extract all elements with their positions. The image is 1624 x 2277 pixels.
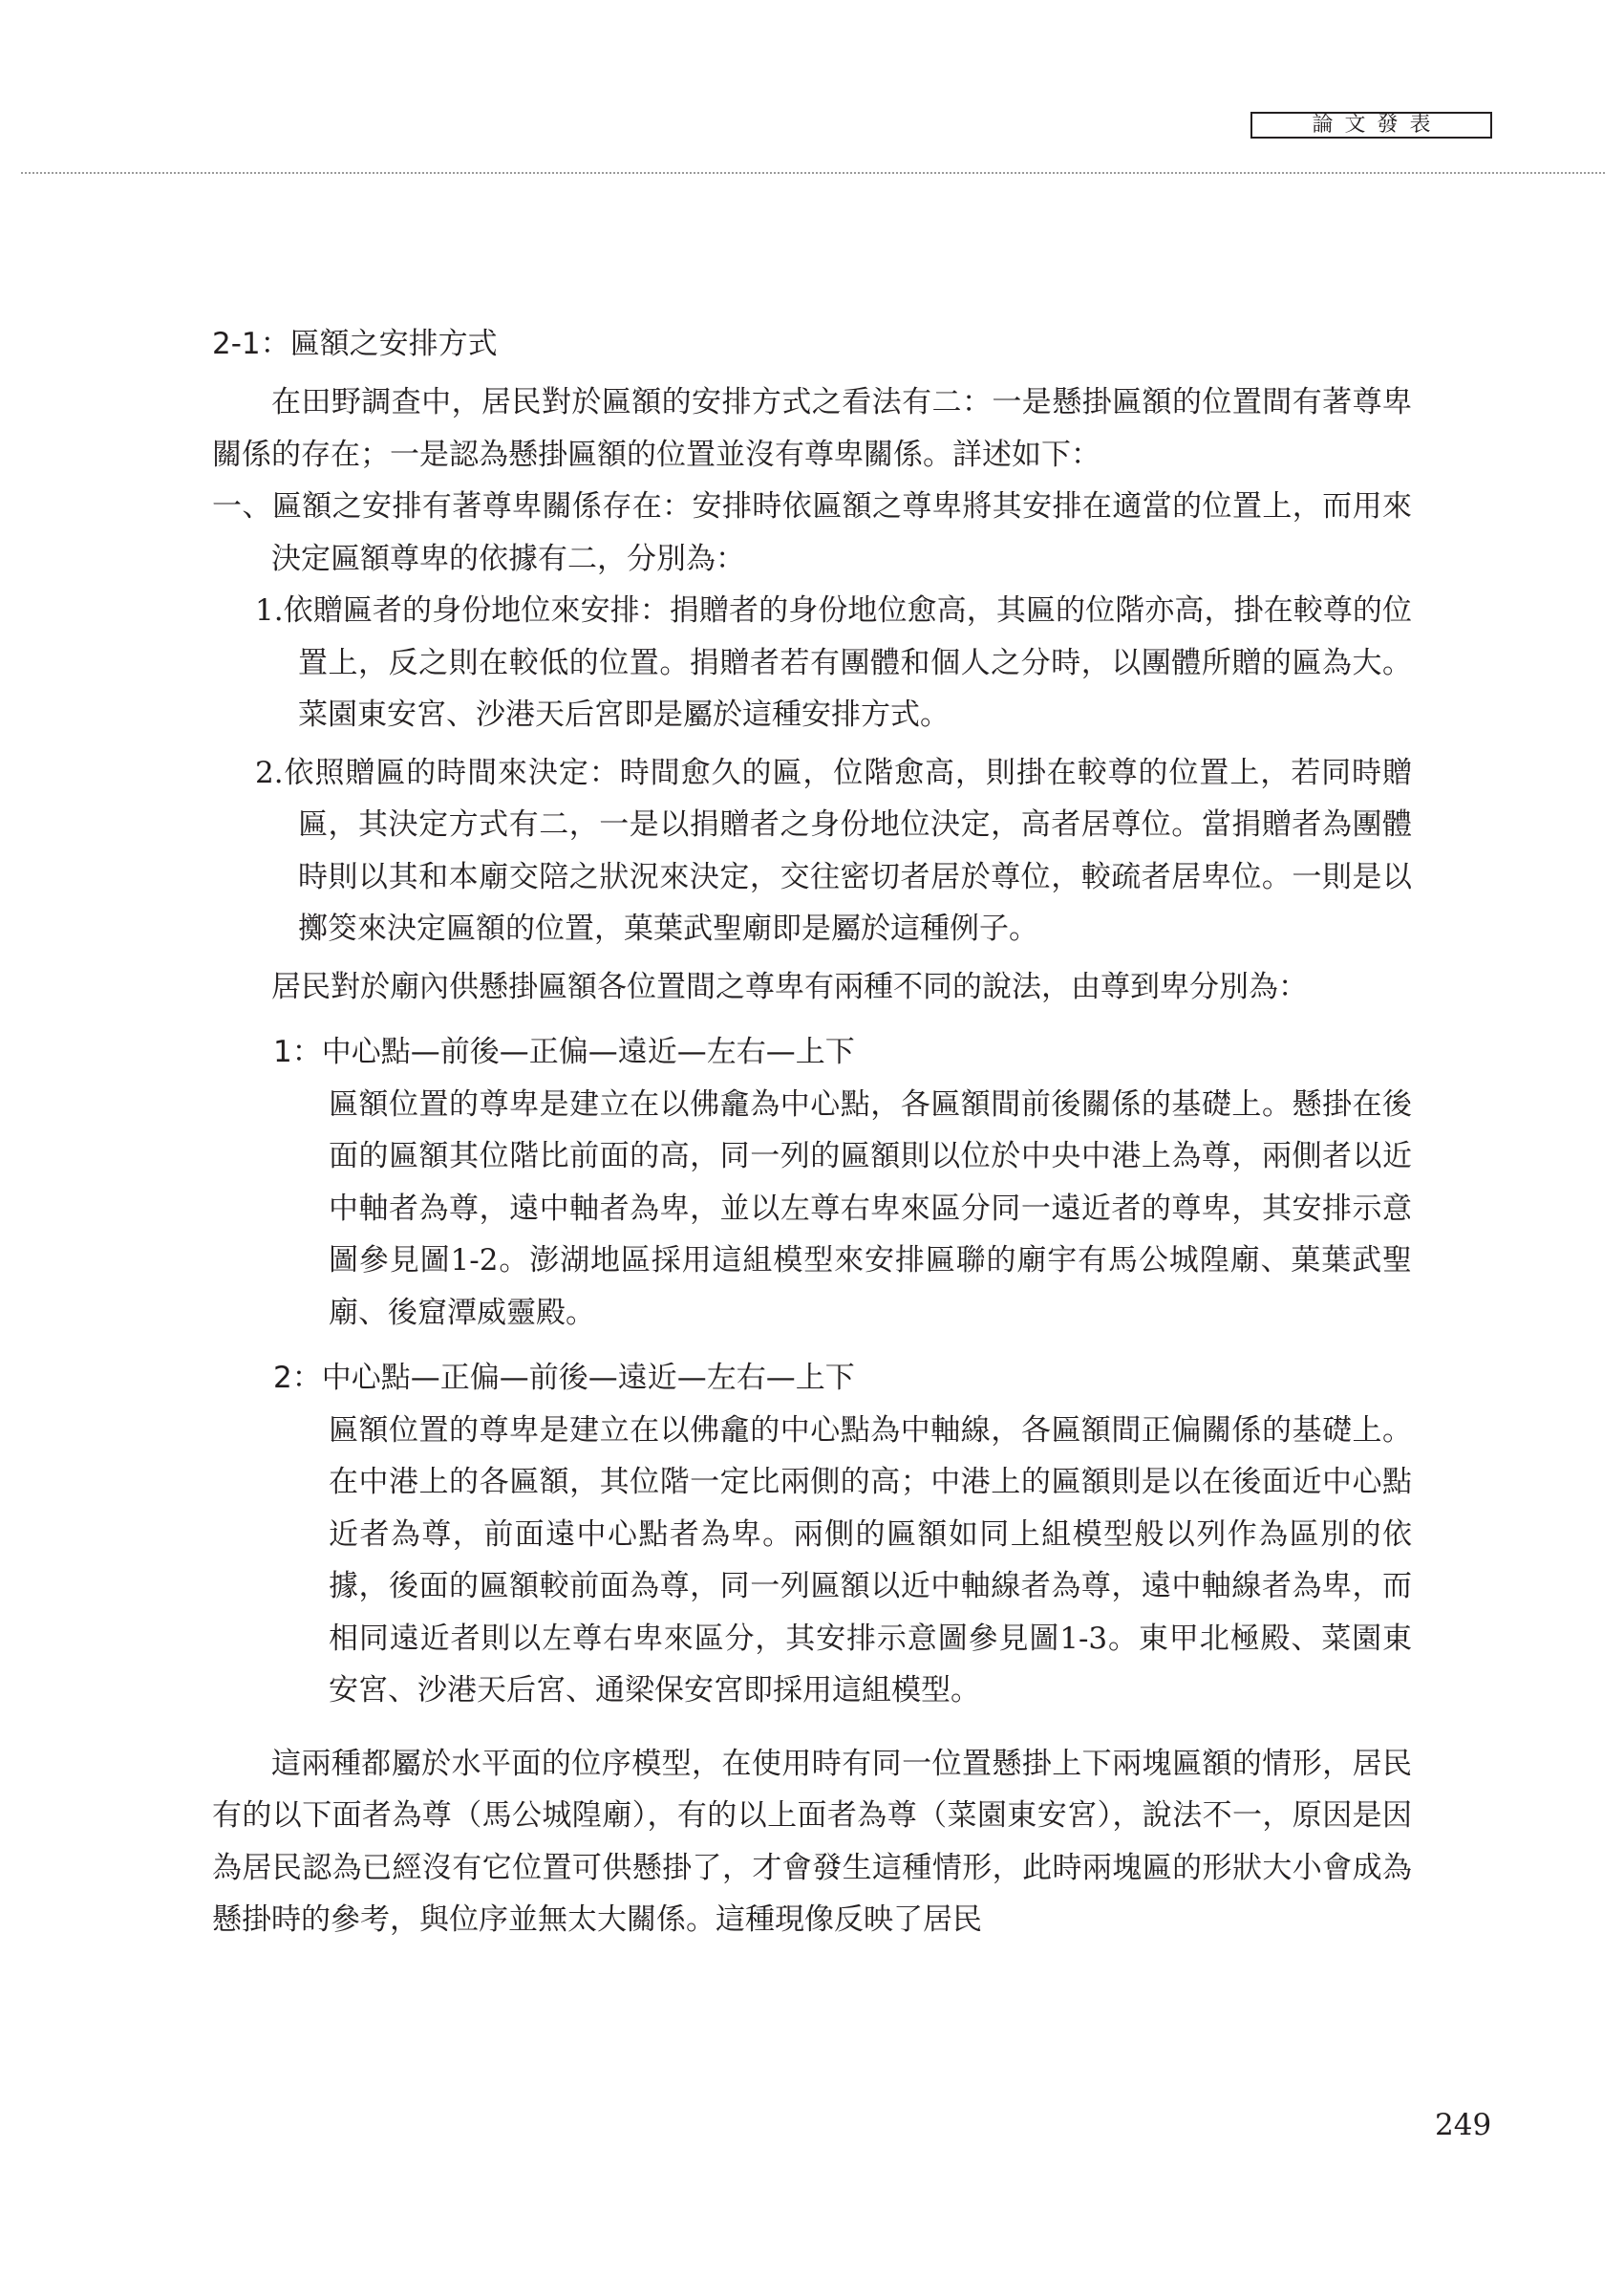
- header-divider: [21, 172, 1605, 174]
- model-2-body: 匾額位置的尊卑是建立在以佛龕的中心點為中軸線，各匾額間正偏關係的基礎上。在中港上的各匾額，其位階一定比兩側的高；中港上的匾額則是以在後面近中心點近者為尊，前面遠中心點者為卑。兩側的匾額如同上組模型般以列作為區別的依據，後面的匾額較前面為尊，同一列匾額以近中軸線者為尊，遠中軸線者為卑，而相同遠近者則以左尊右卑來區分，其安排示意圖參見圖1-3。東甲北極殿、菜園東安宮、沙港天后宮、通梁保安宮即採用這組模型。: [329, 1412, 1412, 1708]
- section-heading: 2-1：匾額之安排方式: [212, 327, 498, 361]
- list-item-1: 一、匾額之安排有著尊卑關係存在：安排時依匾額之尊卑將其安排在適當的位置上，而用來決定匾額尊卑的依據有二，分別為：: [212, 489, 1412, 576]
- section-tag: 論文發表: [1250, 112, 1492, 139]
- page-number: 249: [1435, 2108, 1492, 2142]
- article-body: [212, 315, 1412, 1946]
- closing-paragraph: 這兩種都屬於水平面的位序模型，在使用時有同一位置懸掛上下兩塊匾額的情形，居民有的以下面者為尊（馬公城隍廟），有的以上面者為尊（菜園東安宮），說法不一，原因是因為居民認為已經沒有它位置可供懸掛了，才會發生這種情形，此時兩塊匾的形狀大小會成為懸掛時的參考，與位序並無太大關係。這種現像反映了居民: [212, 1746, 1412, 1937]
- residents-paragraph: 居民對於廟內供懸掛匾額各位置間之尊卑有兩種不同的說法，由尊到卑分別為：: [271, 969, 1308, 1004]
- intro-paragraph: 在田野調查中，居民對於匾額的安排方式之看法有二：一是懸掛匾額的位置間有著尊卑關係的存在；一是認為懸掛匾額的位置並沒有尊卑關係。詳述如下：: [212, 385, 1412, 472]
- sub-item-1: 1.依贈匾者的身份地位來安排：捐贈者的身份地位愈高，其匾的位階亦高，掛在較尊的位置上，反之則在較低的位置。捐贈者若有團體和個人之分時，以團體所贈的匾為大。菜園東安宮、沙港天后宮即是屬於這種安排方式。: [255, 593, 1412, 732]
- model-1-body: 匾額位置的尊卑是建立在以佛龕為中心點，各匾額間前後關係的基礎上。懸掛在後面的匾額其位階比前面的高，同一列的匾額則以位於中央中港上為尊，兩側者以近中軸者為尊，遠中軸者為卑，並以左尊右卑來區分同一遠近者的尊卑，其安排示意圖參見圖1-2。澎湖地區採用這組模型來安排匾聯的廟宇有馬公城隍廟、菓葉武聖廟、後窟潭威靈殿。: [329, 1086, 1412, 1330]
- sub-item-2: 2.依照贈匾的時間來決定：時間愈久的匾，位階愈高，則掛在較尊的位置上，若同時贈匾，其決定方式有二，一是以捐贈者之身份地位決定，高者居尊位。當捐贈者為團體時則以其和本廟交陪之狀況來決定，交往密切者居於尊位，較疏者居卑位。一則是以擲筊來決定匾額的位置，菓葉武聖廟即是屬於這種例子。: [255, 755, 1412, 946]
- model-2-title: 2：中心點—正偏—前後—遠近—左右—上下: [273, 1361, 855, 1395]
- model-1-title: 1：中心點—前後—正偏—遠近—左右—上下: [273, 1035, 855, 1069]
